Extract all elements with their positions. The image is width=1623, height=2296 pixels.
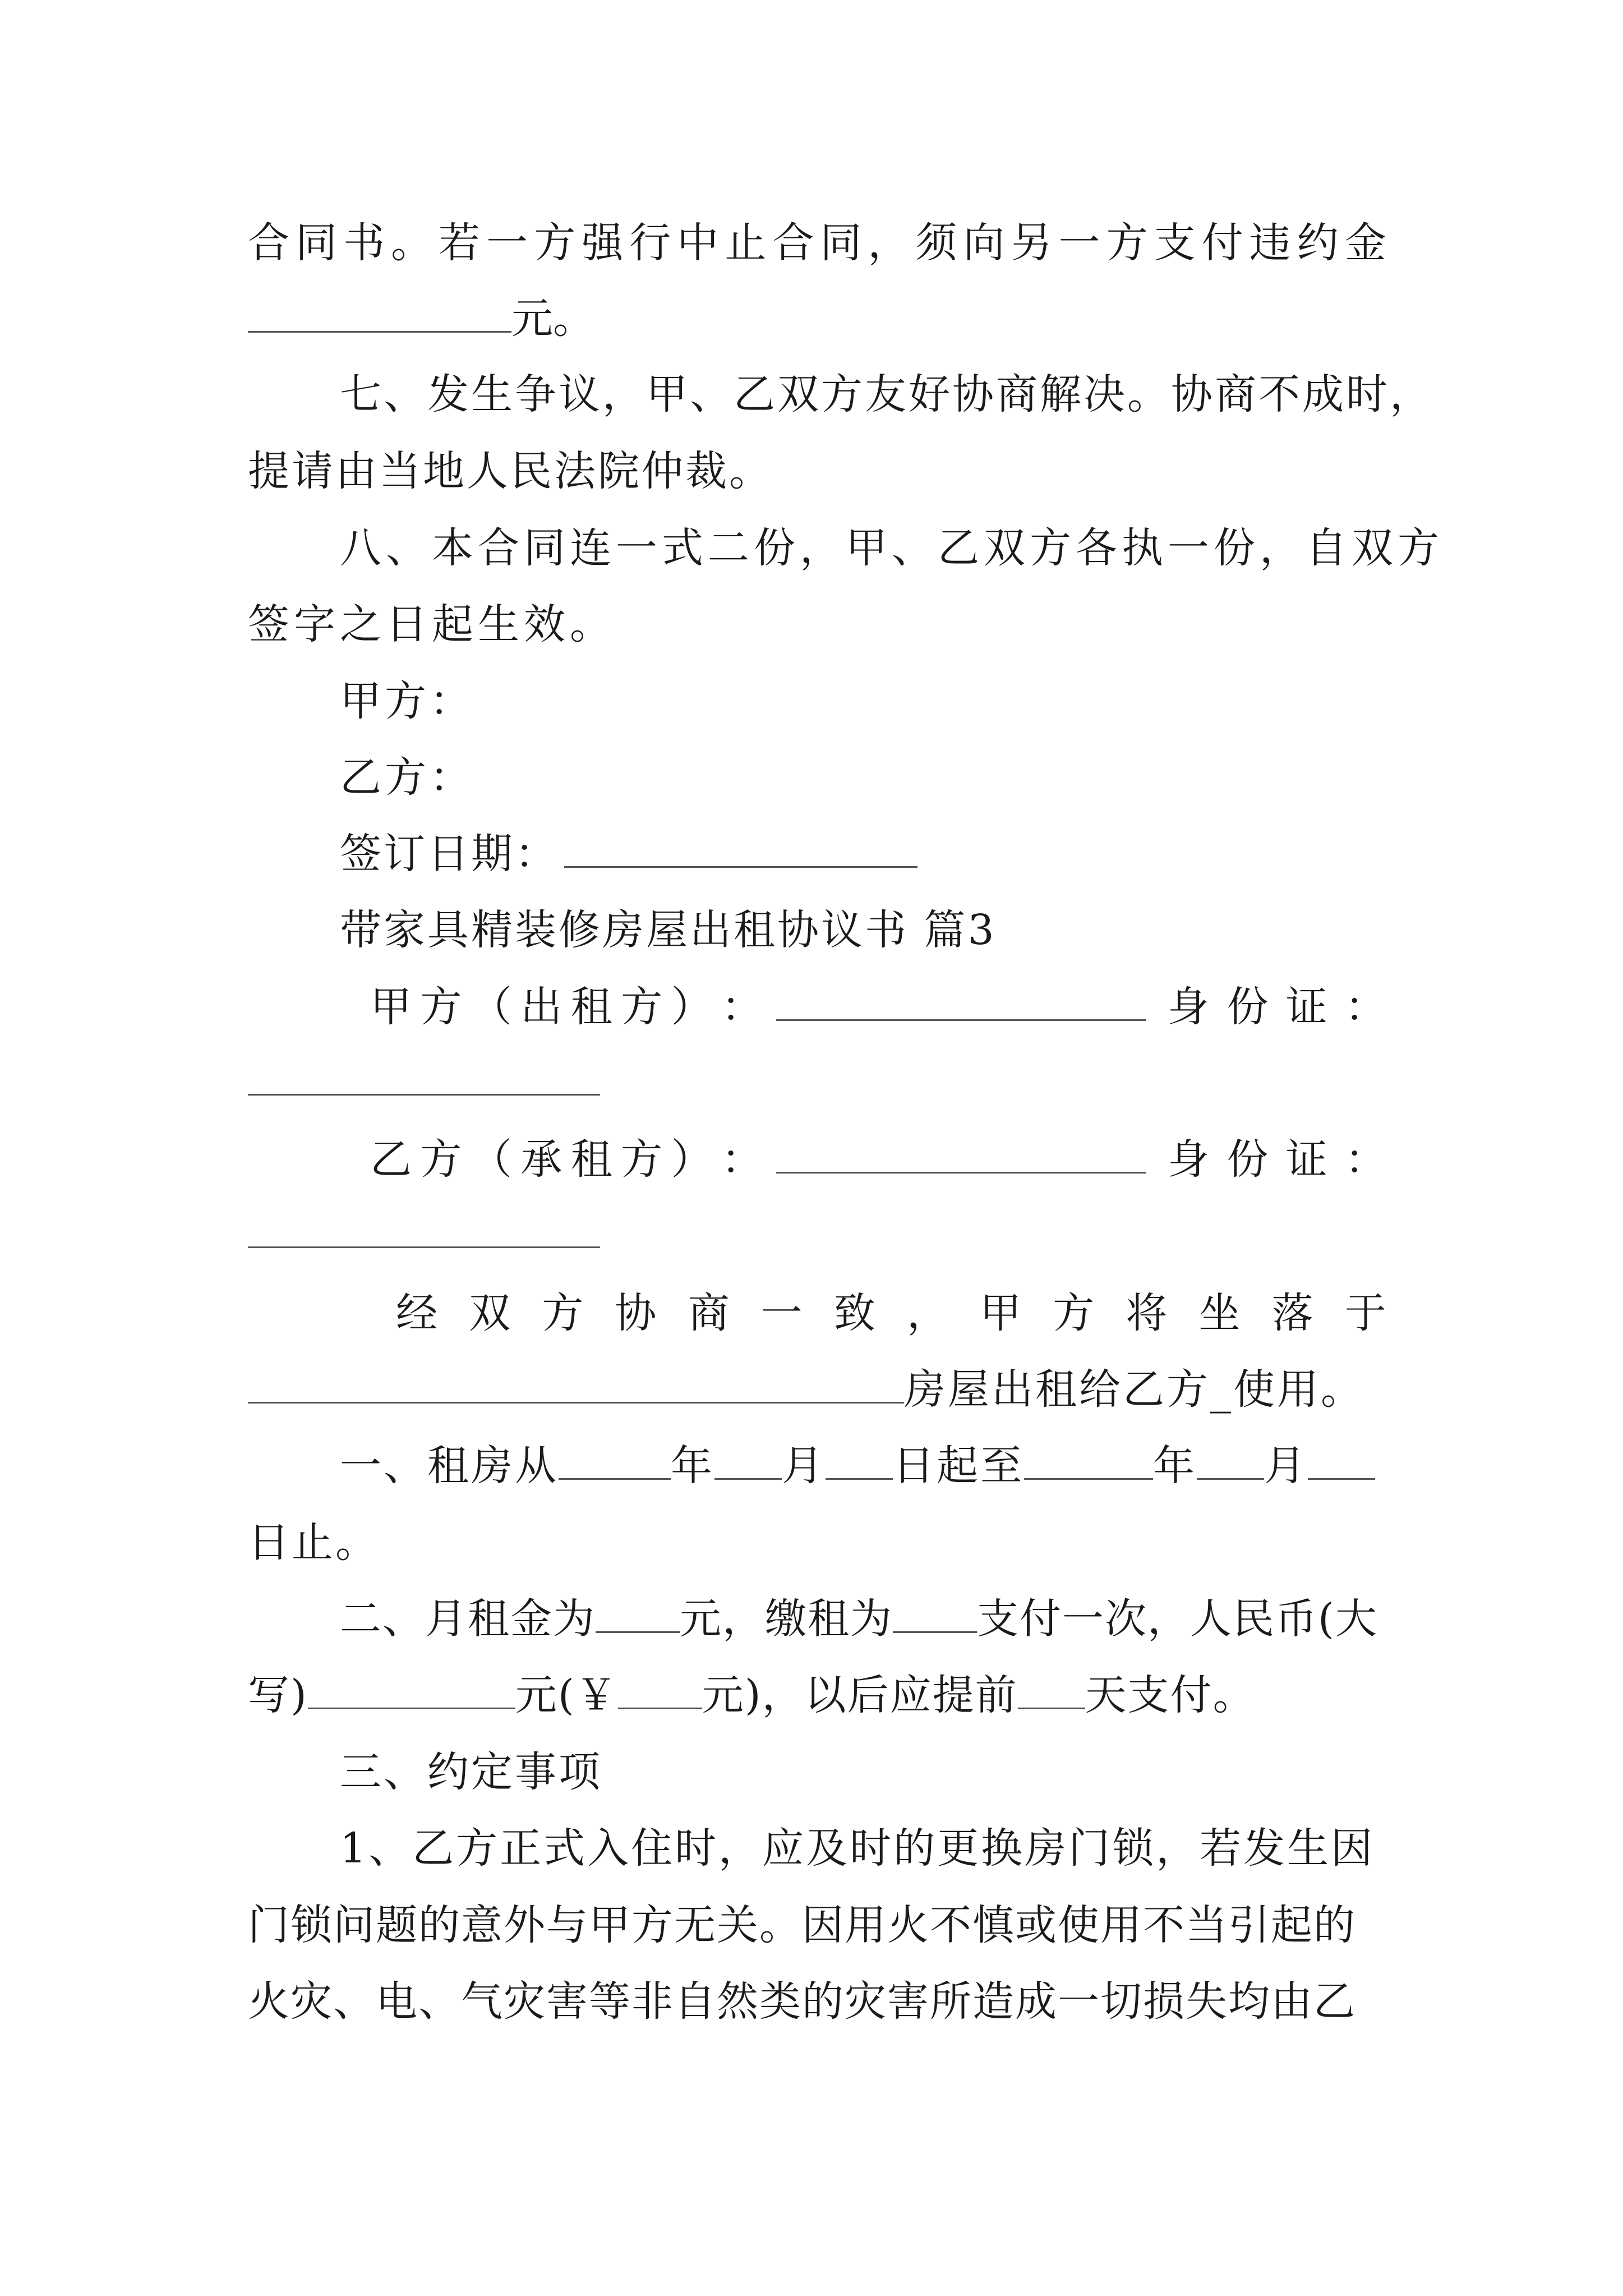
justified-char: ， [868, 219, 910, 267]
party-a-label-char: ： [721, 983, 763, 1031]
rent-label: 二、月租金为 [340, 1595, 596, 1643]
id-label-char: 份 [1227, 983, 1269, 1031]
justified-char: 合 [248, 219, 289, 267]
clause-eight-cont: 签字之日起生效。 [248, 600, 616, 648]
id-label-char: 证 [1285, 983, 1327, 1031]
blank-start-month [714, 1438, 782, 1480]
line-penalty-amount [248, 288, 1386, 349]
justified-char: 一 [486, 219, 528, 267]
justified-char: 商 [688, 1289, 730, 1337]
justified-char: 约 [1297, 219, 1339, 267]
blank-start-day [826, 1438, 893, 1480]
blank-party-a-name [776, 979, 1146, 1021]
id-label-char: 证 [1285, 1135, 1327, 1184]
party-a-label-char: ） [671, 983, 713, 1031]
party-b-line [370, 1129, 1386, 1190]
id-label-char: 身 [1168, 983, 1209, 1031]
justified-char: 方 [1106, 219, 1148, 267]
justified-char: 于 [1344, 1289, 1386, 1337]
lease-term-from: 一、租房从 [340, 1442, 559, 1490]
justified-char: 同 [296, 219, 338, 267]
party-b-label-char: 方 [621, 1135, 663, 1184]
clause-seven: 七、发生争议，甲、乙双方友好协商解决。协商不成时， [340, 370, 1433, 418]
justified-char: 付 [1201, 219, 1243, 267]
party-b-label-char: 租 [570, 1135, 612, 1184]
party-a-id-line [248, 1051, 1386, 1112]
party-a-line [370, 976, 1386, 1038]
party-a-id-label [1168, 976, 1386, 1038]
justified-char: 合 [772, 219, 814, 267]
blank-party-b-id [248, 1206, 600, 1248]
party-b-label-char: （ [470, 1135, 512, 1184]
signing-date [340, 823, 1478, 885]
justified-char: 书 [343, 219, 385, 267]
blank-end-year [1024, 1438, 1153, 1480]
blank-penalty-amount [248, 291, 511, 333]
property-usage-text: 房屋出租给乙方_使用。 [904, 1365, 1364, 1414]
clause-lock: 1、乙方正式入住时，应及时的更换房门锁，若发生因 [340, 1824, 1375, 1872]
year-label-end: 年 [1153, 1442, 1197, 1490]
id-label-char: ： [1344, 1135, 1386, 1184]
justified-char: 金 [1344, 219, 1386, 267]
month-label: 月 [782, 1442, 826, 1490]
blank-property-address [248, 1361, 904, 1404]
blank-start-year [559, 1438, 671, 1480]
justified-char: 坐 [1198, 1289, 1241, 1337]
agreement-intro [396, 1282, 1386, 1344]
blank-end-month [1197, 1438, 1264, 1480]
clause-fire-damage: 火灾、电、气灾害等非自然类的灾害所造成一切损失均由乙 [248, 1977, 1356, 2026]
blank-party-b-name [776, 1131, 1146, 1174]
blank-signing-date [564, 826, 917, 868]
justified-char: 一 [760, 1289, 803, 1337]
justified-char: 经 [396, 1289, 437, 1337]
party-a-signature: 甲方： [340, 677, 474, 725]
justified-char: 强 [582, 219, 624, 267]
blank-payment-period [893, 1591, 977, 1633]
party-b-id-line [248, 1203, 1386, 1265]
section-agreed-matters: 三、约定事项 [340, 1748, 602, 1796]
justified-char: 止 [725, 219, 767, 267]
rent-days-label: 天支付。 [1085, 1671, 1256, 1719]
rent-payment-label: 元，缴租为 [680, 1595, 893, 1643]
rent-line [340, 1588, 1478, 1650]
justified-char: 违 [1249, 219, 1291, 267]
justified-char: 致 [833, 1289, 875, 1337]
party-b-label-char: 乙 [370, 1135, 412, 1184]
blank-rent-figures [618, 1667, 702, 1709]
clause-eight: 八、本合同连一式二份，甲、乙双方各执一份，自双方 [340, 524, 1444, 572]
blank-end-day [1308, 1438, 1375, 1480]
justified-char: 双 [469, 1289, 511, 1337]
justified-char: 甲 [980, 1289, 1022, 1337]
party-b-label [370, 1129, 763, 1190]
party-b-id-label [1168, 1129, 1386, 1190]
section-title: 带家具精装修房屋出租协议书 篇3 [340, 906, 997, 954]
penalty-unit: 元。 [511, 295, 594, 343]
party-a-label-char: 方 [621, 983, 663, 1031]
rent-yuan-label: 元(￥ [515, 1671, 618, 1719]
party-a-label [370, 976, 763, 1038]
party-a-label-char: 租 [570, 983, 612, 1031]
justified-char: 同 [820, 219, 862, 267]
party-a-label-char: 甲 [370, 983, 412, 1031]
justified-char: 方 [1053, 1289, 1095, 1337]
justified-char: 协 [615, 1289, 657, 1337]
id-label-char: ： [1344, 983, 1386, 1031]
party-b-label-char: ） [671, 1135, 713, 1184]
rent-rmb-label: 支付一次，人民币(大 [977, 1595, 1378, 1643]
justified-char: 落 [1271, 1289, 1313, 1337]
justified-char: 支 [1154, 219, 1196, 267]
justified-char: 若 [439, 219, 481, 267]
party-a-label-char: 出 [520, 983, 562, 1031]
lease-term-line [340, 1435, 1478, 1497]
justified-char: 向 [963, 219, 1005, 267]
justified-char: 一 [1058, 219, 1100, 267]
id-label-char: 身 [1168, 1135, 1209, 1184]
clause-seven-cont: 提请由当地人民法院仲裁。 [248, 447, 773, 495]
party-b-signature: 乙方： [340, 753, 474, 802]
month-label-end: 月 [1264, 1442, 1308, 1490]
party-a-label-char: （ [470, 983, 512, 1031]
justified-char: ， [906, 1289, 948, 1337]
party-b-label-char: ： [721, 1135, 763, 1184]
party-a-label-char: 方 [420, 983, 462, 1031]
party-b-label-char: 承 [520, 1135, 562, 1184]
blank-rent-uppercase [308, 1667, 515, 1709]
party-b-label-char: 方 [420, 1135, 462, 1184]
blank-advance-days [1018, 1667, 1085, 1709]
clause-lock-cont: 门锁问题的意外与甲方无关。因用火不慎或使用不当引起的 [248, 1901, 1356, 1949]
line-penalty-clause [248, 212, 1386, 274]
property-location-line [248, 1359, 1386, 1420]
rent-advance-label: 元)，以后应提前 [702, 1671, 1018, 1719]
justified-char: 中 [677, 219, 719, 267]
justified-char: 方 [542, 1289, 584, 1337]
justified-char: 行 [629, 219, 671, 267]
justified-char: 方 [534, 219, 576, 267]
id-label-char: 份 [1227, 1135, 1269, 1184]
year-label: 年 [671, 1442, 714, 1490]
justified-char: 须 [915, 219, 957, 267]
blank-monthly-rent [596, 1591, 680, 1633]
blank-party-a-id [248, 1053, 600, 1096]
rent-amount-line [248, 1664, 1386, 1726]
justified-char: 另 [1011, 219, 1053, 267]
lease-term-end: 日止。 [248, 1519, 379, 1567]
rent-upper-label: 写) [248, 1671, 308, 1719]
justified-char: 。 [391, 219, 433, 267]
lease-term-to: 日起至 [893, 1442, 1024, 1490]
justified-char: 将 [1126, 1289, 1168, 1337]
signing-date-label: 签订日期： [340, 830, 559, 878]
